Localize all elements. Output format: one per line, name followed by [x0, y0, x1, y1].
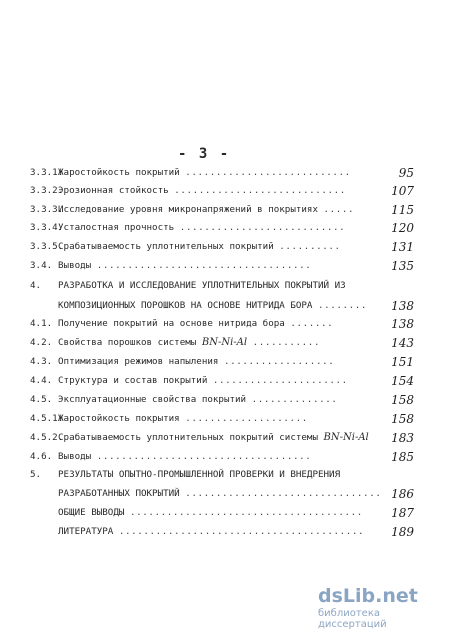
toc-entry [30, 485, 414, 503]
toc-leader-dots: .......... [279, 241, 341, 252]
toc-leader-dots: ........................................ [118, 526, 365, 537]
toc-entry [30, 238, 414, 256]
toc-entry-page: 143 [391, 336, 414, 350]
toc-entry-page: 187 [391, 506, 414, 520]
toc-entry-title: Оптимизация режимов напыления [58, 356, 219, 367]
toc-leader-dots: ...................................... [129, 507, 363, 518]
watermark-logo: dsLib.net [318, 585, 418, 607]
toc-entry-title: Получение покрытий на основе нитрида бора [58, 318, 285, 329]
toc-entry [30, 297, 414, 315]
toc-entry-page: 115 [391, 203, 414, 217]
toc-entry-number: 4.3. [30, 356, 53, 367]
toc-entry-number: 3.3.2. [30, 185, 64, 196]
toc-leader-dots: ....... [290, 318, 334, 329]
toc-leader-dots: .................... [185, 413, 308, 424]
toc-entry-number: 3.3.3. [30, 204, 64, 215]
toc-entry-page: 154 [391, 374, 414, 388]
toc-entry [30, 448, 414, 466]
toc-entry-title: Жаростойкость покрытия [58, 413, 180, 424]
toc-leader-dots: ..... [323, 204, 355, 215]
toc-leader-dots: ........................... [185, 167, 351, 178]
toc-entry-number: 4.5. [30, 394, 53, 405]
toc-entry [30, 410, 414, 428]
toc-entry-title: РАЗРАБОТАННЫХ ПОКРЫТИЙ [58, 488, 180, 499]
toc-entry-handwritten-formula: BN-Ni-Al [323, 432, 369, 443]
toc-entry-number: 3.3.4. [30, 222, 64, 233]
toc-entry-page: 95 [398, 166, 414, 180]
toc-entry-number: 3.3.5. [30, 241, 64, 252]
toc-entry-page: 131 [391, 240, 414, 254]
toc-entry-title: РЕЗУЛЬТАТЫ ОПЫТНО-ПРОМЫШЛЕННОЙ ПРОВЕРКИ И ВНЕДРЕНИЯ [58, 469, 341, 480]
toc-entry-page: 183 [391, 431, 414, 445]
toc-entry-number: 4.4. [30, 375, 53, 386]
toc-entry-page: 138 [391, 317, 414, 331]
toc-entry-number: 4.6. [30, 451, 53, 462]
toc-leader-dots: ........... [252, 337, 321, 348]
toc-entry-page: 107 [391, 184, 414, 198]
toc-entry-number: 4.2. [30, 337, 53, 348]
toc-leader-dots: ................................... [96, 260, 312, 271]
toc-entry-handwritten-formula: BN-Ni-Al [201, 337, 248, 348]
toc-entry [30, 372, 414, 390]
toc-entry [30, 164, 414, 182]
toc-entry-number: 4. [30, 280, 42, 291]
toc-entry-page: 189 [391, 525, 414, 539]
toc-entry-page: 185 [391, 450, 414, 464]
toc-entry-title: ОБЩИЕ ВЫВОДЫ [58, 507, 125, 518]
page-number: - 3 - [178, 146, 231, 162]
toc-leader-dots: .................. [223, 356, 335, 367]
toc-entry-page: 151 [391, 355, 414, 369]
toc-entry-title: Срабатываемость уплотнительных покрытий [58, 241, 274, 252]
toc-entry-number: 3.4. [30, 260, 53, 271]
watermark-tagline: библиотека диссертаций [318, 608, 387, 630]
toc-entry [30, 523, 414, 541]
toc-entry-title: Эрозионная стойкость [58, 185, 169, 196]
toc-entry-title: Срабатываемость уплотнительных покрытий системы [58, 432, 318, 443]
toc-entry [30, 219, 414, 237]
toc-entry [30, 353, 414, 371]
toc-entry [30, 201, 414, 219]
toc-entry-page: 138 [391, 299, 414, 313]
toc-entry [30, 257, 414, 275]
toc-leader-dots: ................................... [96, 451, 312, 462]
toc-entry [30, 334, 414, 352]
toc-entry-title: Жаростойкость покрытий [58, 167, 180, 178]
toc-entry-number: 5. [30, 469, 42, 480]
toc-entry [30, 504, 414, 522]
toc-entry [30, 182, 414, 200]
toc-entry-number: 4.5.1. [30, 413, 64, 424]
toc-entry-number: 4.1. [30, 318, 53, 329]
toc-entry [30, 315, 414, 333]
toc-entry-page: 158 [391, 412, 414, 426]
toc-leader-dots: .............. [251, 394, 338, 405]
toc-entry-title: РАЗРАБОТКА И ИССЛЕДОВАНИЕ УПЛОТНИТЕЛЬНЫХ ПОКРЫТИЙ ИЗ [58, 280, 346, 291]
toc-entry-title: КОМПОЗИЦИОННЫХ ПОРОШКОВ НА ОСНОВЕ НИТРИДА БОРА [58, 300, 313, 311]
toc-entry-title: Выводы [58, 260, 92, 271]
toc-entry-page: 120 [391, 221, 414, 235]
toc-entry [30, 429, 414, 447]
toc-entry-title: ЛИТЕРАТУРА [58, 526, 114, 537]
watermark [318, 585, 446, 630]
toc-entry-title: Выводы [58, 451, 92, 462]
toc-entry-number: 3.3.1. [30, 167, 64, 178]
toc-entry-title: Эксплуатационные свойства покрытий [58, 394, 247, 405]
toc-leader-dots: ...................... [212, 375, 348, 386]
toc-entry-title: Свойства порошков системы [58, 337, 197, 348]
toc-entry-title: Усталостная прочность [58, 222, 175, 233]
toc-leader-dots: ................................ [185, 488, 382, 499]
toc-entry-page: 135 [391, 259, 414, 273]
toc-entry-page: 186 [391, 487, 414, 501]
toc-entry-title: Структура и состав покрытий [58, 375, 208, 386]
toc-entry [30, 391, 414, 409]
toc-leader-dots: ............................ [174, 185, 346, 196]
toc-entry-number: 4.5.2. [30, 432, 64, 443]
toc-entry-title: Исследование уровня микронапряжений в покрытиях [58, 204, 318, 215]
toc-entry [30, 277, 390, 295]
toc-leader-dots: ........................... [179, 222, 346, 233]
toc-entry-page: 158 [391, 393, 414, 407]
toc-entry [30, 466, 390, 484]
toc-leader-dots: ........ [318, 300, 368, 311]
